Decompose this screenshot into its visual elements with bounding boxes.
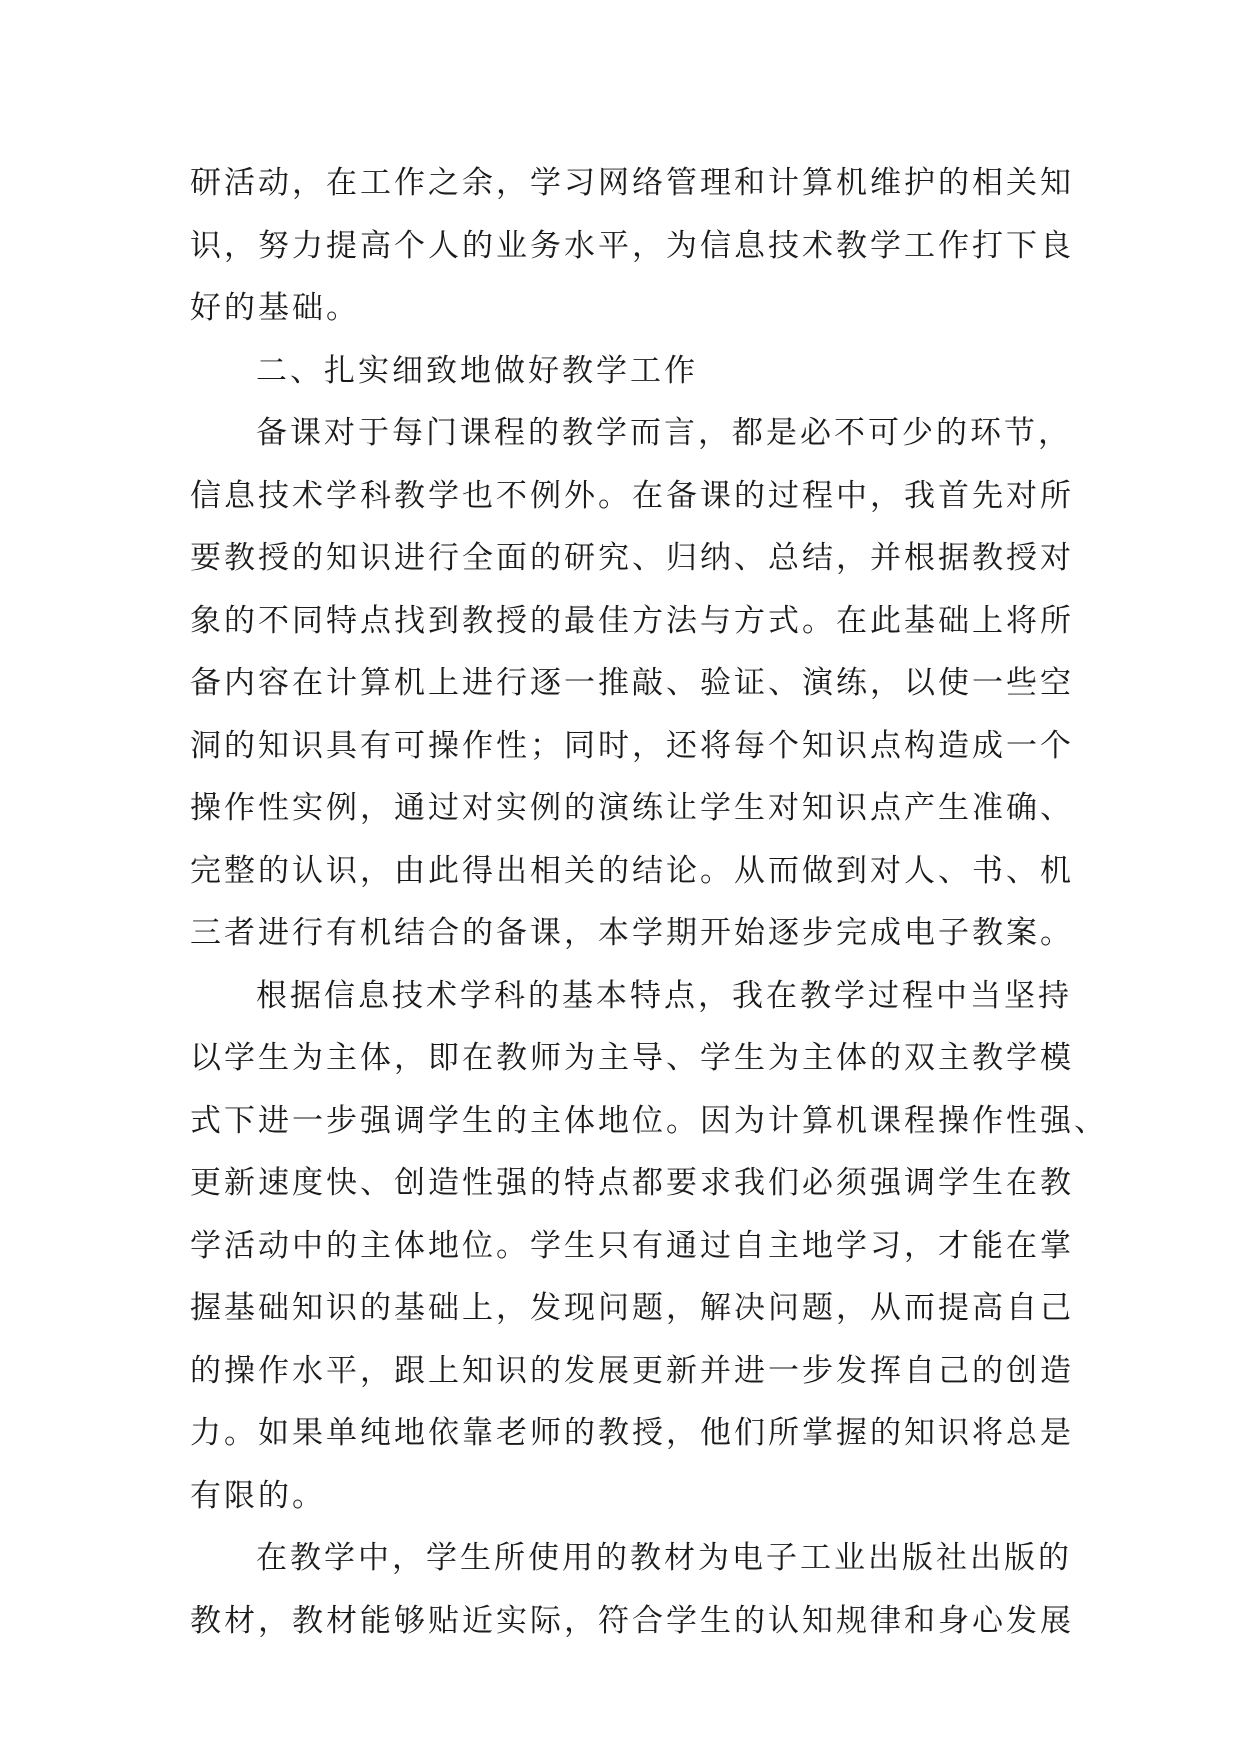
text-line: 信息技术学科教学也不例外。在备课的过程中，我首先对所	[190, 477, 1074, 514]
text-line: 三者进行有机结合的备课，本学期开始逐步完成电子教案。	[190, 915, 1074, 951]
text-line: 洞的知识具有可操作性；同时，还将每个知识点构造成一个	[190, 727, 1074, 764]
text-line: 好的基础。	[190, 290, 360, 326]
document-body	[190, 152, 1108, 1652]
text-line: 要教授的知识进行全面的研究、归纳、总结，并根据教授对	[190, 540, 1074, 576]
text-line: 象的不同特点找到教授的最佳方法与方式。在此基础上将所	[190, 602, 1074, 639]
text-line: 完整的认识，由此得出相关的结论。从而做到对人、书、机	[190, 852, 1074, 889]
text-line: 备课对于每门课程的教学而言，都是必不可少的环节，	[256, 415, 1072, 451]
text-line: 操作性实例，通过对实例的演练让学生对知识点产生准确、	[190, 790, 1074, 826]
text-line: 握基础知识的基础上，发现问题，解决问题，从而提高自己	[190, 1290, 1074, 1326]
text-line: 根据信息技术学科的基本特点，我在教学过程中当坚持	[256, 977, 1072, 1014]
text-line: 式下进一步强调学生的主体地位。因为计算机课程操作性强、	[190, 1102, 1108, 1139]
text-line: 学活动中的主体地位。学生只有通过自主地学习，才能在掌	[190, 1227, 1074, 1264]
text-line: 备内容在计算机上进行逐一推敲、验证、演练，以使一些空	[190, 665, 1074, 701]
text-line: 在教学中，学生所使用的教材为电子工业出版社出版的	[256, 1540, 1072, 1576]
section-heading: 二、扎实细致地做好教学工作	[256, 352, 698, 389]
text-line: 更新速度快、创造性强的特点都要求我们必须强调学生在教	[190, 1165, 1074, 1201]
text-line: 研活动，在工作之余，学习网络管理和计算机维护的相关知	[190, 165, 1074, 201]
text-line: 以学生为主体，即在教师为主导、学生为主体的双主教学模	[190, 1040, 1074, 1076]
text-line: 力。如果单纯地依靠老师的教授，他们所掌握的知识将总是	[190, 1415, 1074, 1451]
text-line: 有限的。	[190, 1477, 326, 1514]
text-line: 识，努力提高个人的业务水平，为信息技术教学工作打下良	[190, 227, 1074, 264]
text-line: 教材，教材能够贴近实际，符合学生的认知规律和身心发展	[190, 1602, 1074, 1639]
text-line: 的操作水平，跟上知识的发展更新并进一步发挥自己的创造	[190, 1352, 1074, 1389]
